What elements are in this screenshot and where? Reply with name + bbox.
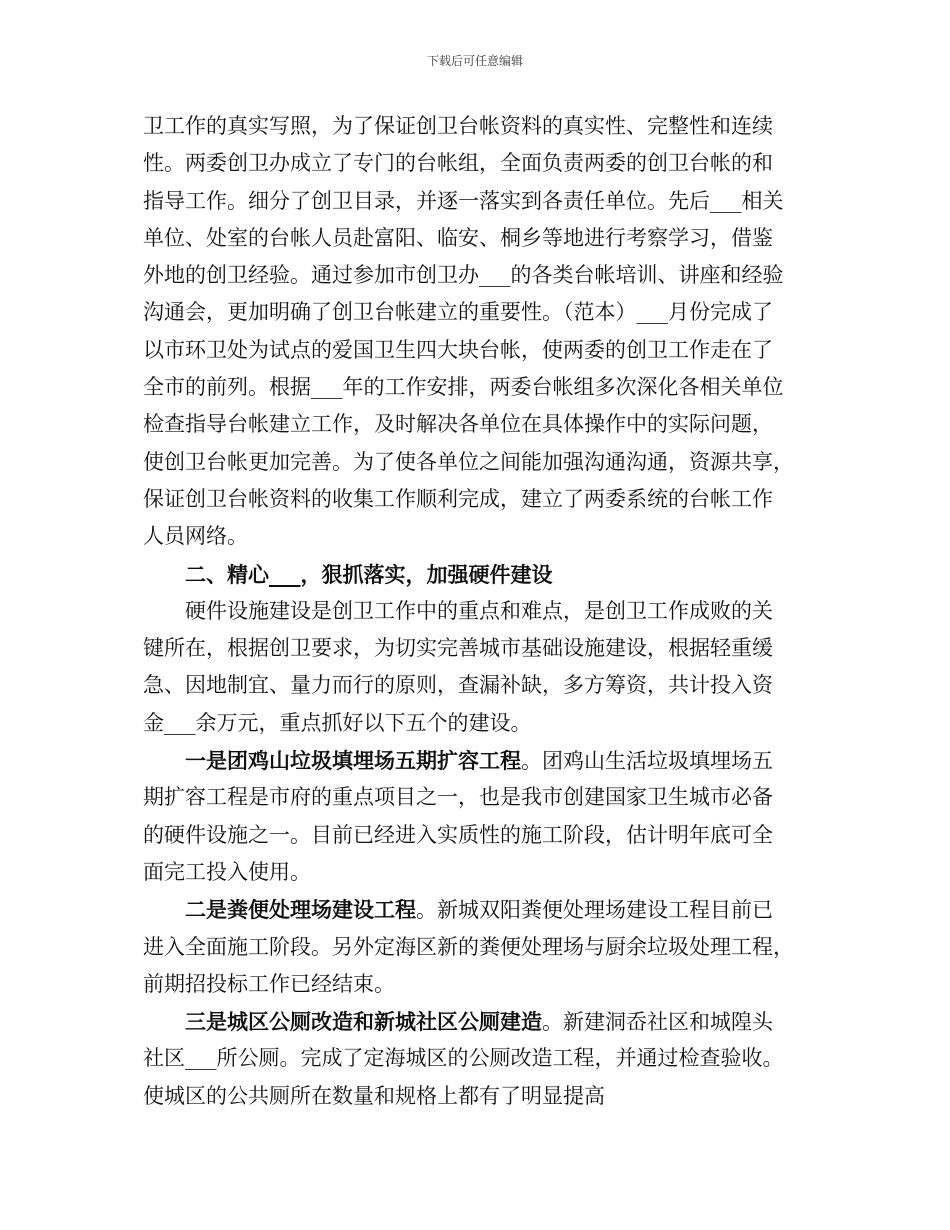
- item-title: 一是团鸡山垃圾填埋场五期扩容工程: [185, 748, 521, 774]
- item-title: 三是城区公厕改造和新城社区公厕建造: [185, 1009, 542, 1035]
- text-line: 指导工作。细分了创卫目录，并逐一落实到各责任单位。先后___相关: [143, 188, 784, 213]
- text-line: 沟通会，更加明确了创卫台帐建立的重要性。（范本）___月份完成了: [143, 300, 773, 325]
- text-line: 进入全面施工阶段。另外定海区新的粪便处理场与厨余垃圾处理工程，: [143, 934, 794, 959]
- paragraph-item-2: [143, 891, 833, 1003]
- paragraph-item-1: [143, 742, 833, 891]
- item-title: 二是粪便处理场建设工程: [185, 897, 416, 923]
- text-line: 全市的前列。根据___年的工作安排，两委台帐组多次深化各相关单位: [143, 375, 784, 400]
- text-line: 社区___所公厕。完成了定海城区的公厕改造工程，并通过检查验收。: [143, 1046, 784, 1071]
- paragraph-2: [143, 593, 833, 742]
- paragraph-item-3: [143, 1003, 833, 1115]
- item-text: 。新城双阳粪便处理场建设工程目前已: [416, 898, 773, 923]
- text-line: 性。两委创卫办成立了专门的台帐组，全面负责两委的创卫台帐的和: [143, 151, 773, 176]
- paragraph-1: [143, 108, 833, 556]
- text-line: 人员网络。: [143, 524, 248, 549]
- text-line: [143, 1003, 833, 1040]
- text-line: 外地的创卫经验。通过参加市创卫办___的各类台帐培训、讲座和经验: [143, 263, 784, 288]
- text-line: 键所在，根据创卫要求，为切实完善城市基础设施建设，根据轻重缓: [143, 636, 773, 661]
- text-line: [143, 742, 833, 779]
- text-line: 保证创卫台帐资料的收集工作顺利完成，建立了两委系统的台帐工作: [143, 486, 773, 511]
- page-header: 下载后可任意编辑: [426, 54, 523, 68]
- text-line: 急、因地制宜、量力而行的原则，查漏补缺，多方筹资，共计投入资: [143, 673, 773, 698]
- text-line: 卫工作的真实写照，为了保证创卫台帐资料的真实性、完整性和连续: [143, 114, 773, 138]
- text-line: 以市环卫处为试点的爱国卫生四大块台帐，使两委的创卫工作走在了: [143, 337, 773, 362]
- text-line: 使城区的公共厕所在数量和规格上都有了明显提高: [143, 1083, 605, 1108]
- text-line: 硬件设施建设是创卫工作中的重点和难点，是创卫工作成败的关: [185, 598, 773, 623]
- text-line: 使创卫台帐更加完善。为了使各单位之间能加强沟通沟通，资源共享，: [143, 449, 794, 474]
- text-line: 金___余万元，重点抓好以下五个的建设。: [143, 710, 532, 735]
- document-body: [143, 108, 833, 1115]
- text-line: 检查指导台帐建立工作，及时解决各单位在具体操作中的实际问题，: [143, 412, 773, 437]
- section-heading: 二、精心___，狠抓落实，加强硬件建设: [185, 561, 553, 587]
- text-line: [143, 891, 833, 928]
- text-line: 前期招投标工作已经结束。: [143, 971, 395, 996]
- item-text: 。新建洞岙社区和城隍头: [542, 1010, 773, 1035]
- text-line: 的硬件设施之一。目前已经进入实质性的施工阶段，估计明年底可全: [143, 822, 773, 847]
- item-text: 。团鸡山生活垃圾填埋场五: [521, 749, 773, 774]
- text-line: 单位、处室的台帐人员赴富阳、临安、桐乡等地进行考察学习，借鉴: [143, 225, 773, 250]
- text-line: 面完工投入使用。: [143, 859, 311, 884]
- text-line: 期扩容工程是市府的重点项目之一，也是我市创建国家卫生城市必备: [143, 785, 773, 810]
